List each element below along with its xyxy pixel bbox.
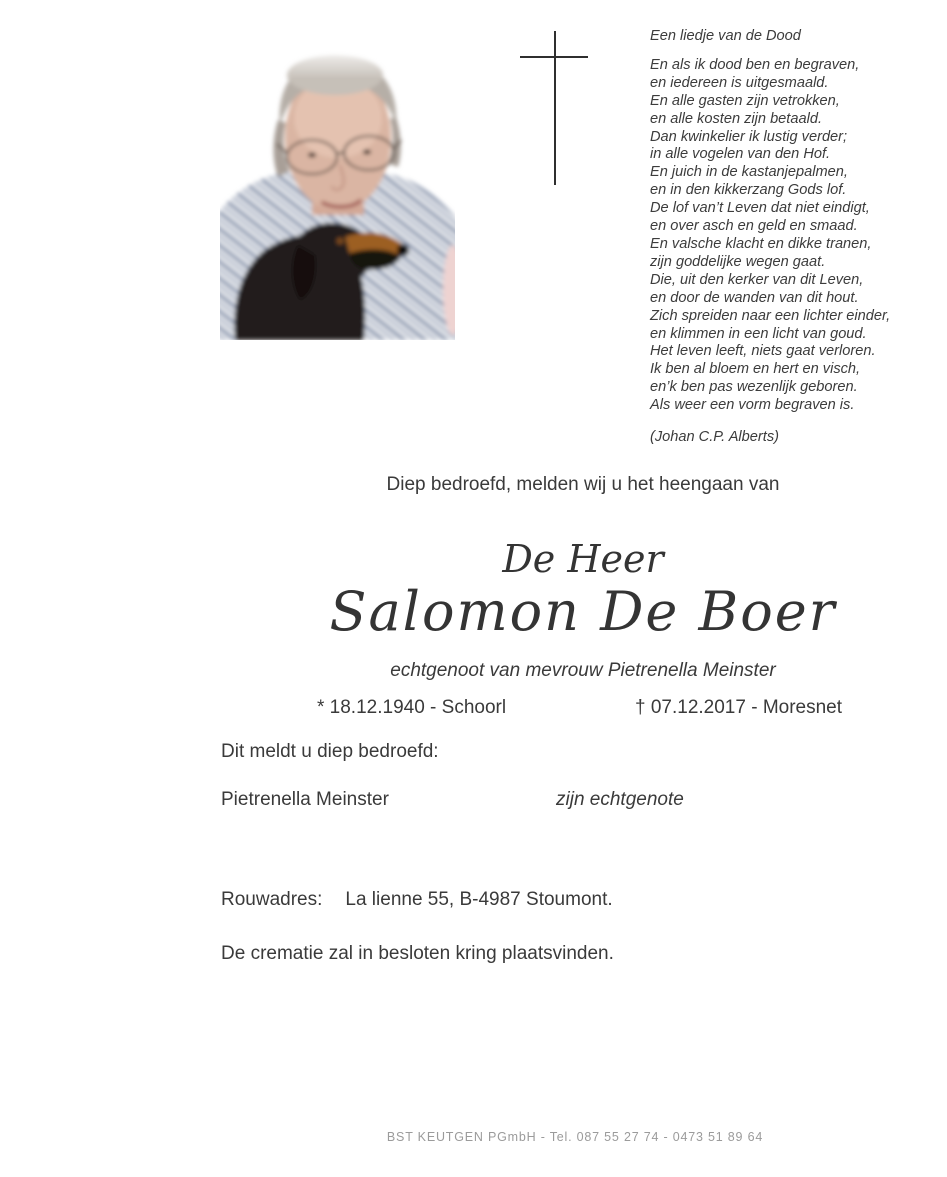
poem-line: Het leven leeft, niets gaat verloren. (650, 343, 876, 360)
poem-line: en’k ben pas wezenlijk geboren. (650, 379, 858, 396)
poem-line: en over asch en geld en smaad. (650, 218, 858, 235)
cross-icon-vertical (554, 31, 556, 185)
poem-line: Dan kwinkelier ik lustig verder; (650, 128, 848, 145)
poem-line: in alle vogelen van den Hof. (650, 146, 831, 163)
mourning-address-label: Rouwadres: (221, 889, 323, 910)
poem-line: en klimmen in een licht van goud. (650, 325, 867, 342)
announcement-intro: Diep bedroefd, melden wij u het heengaan van (386, 474, 780, 495)
poem-line: En juich in de kastanjepalmen, (650, 164, 848, 181)
poem-line: De lof van’t Leven dat niet eindigt, (650, 200, 870, 217)
poem-line: Die, uit den kerker van dit Leven, (650, 271, 864, 288)
death-date-place: † 07.12.2017 - Moresnet (635, 697, 843, 718)
poem-line: Ik ben al bloem en hert en visch, (650, 361, 861, 378)
poem-line: En alle gasten zijn vetrokken, (650, 92, 840, 109)
poem-title: Een liedje van de Dood (650, 28, 801, 44)
mourner-relation: zijn echtgenote (556, 789, 684, 810)
family-heading: Dit meldt u diep bedroefd: (221, 741, 439, 762)
funeral-home-footer: BST KEUTGEN PGmbH - Tel. 087 55 27 74 - 0473 51 89 64 (386, 1130, 764, 1144)
mourning-address-value: La lienne 55, B-4987 Stoumont. (345, 889, 613, 910)
portrait-photo-illustration (220, 45, 455, 340)
memorial-poem (650, 28, 947, 447)
poem-attribution: (Johan C.P. Alberts) (650, 429, 779, 446)
deceased-name: Salomon De Boer (329, 580, 837, 643)
salutation: De Heer (502, 537, 664, 581)
poem-line: en in den kikkerzang Gods lof. (650, 182, 847, 199)
poem-line: en door de wanden van dit hout. (650, 289, 859, 306)
mourning-address-row (221, 889, 613, 911)
poem-line: zijn goddelijke wegen gaat. (650, 253, 826, 270)
poem-line: Als weer een vorm begraven is. (650, 397, 855, 414)
birth-date-place: * 18.12.1940 - Schoorl (317, 697, 507, 718)
cross-icon-horizontal (520, 56, 588, 58)
cremation-note: De crematie zal in besloten kring plaatsvinden. (221, 943, 614, 964)
poem-line: en iedereen is uitgesmaald. (650, 74, 829, 91)
poem-line: en alle kosten zijn betaald. (650, 110, 822, 127)
poem-line: Zich spreiden naar een lichter einder, (650, 307, 891, 324)
portrait-photo (220, 45, 455, 340)
mourner-name: Pietrenella Meinster (221, 789, 389, 810)
poem-line: En als ik dood ben en begraven, (650, 56, 860, 73)
spouse-line: echtgenoot van mevrouw Pietrenella Meinster (390, 660, 776, 681)
poem-line: En valsche klacht en dikke tranen, (650, 235, 872, 252)
